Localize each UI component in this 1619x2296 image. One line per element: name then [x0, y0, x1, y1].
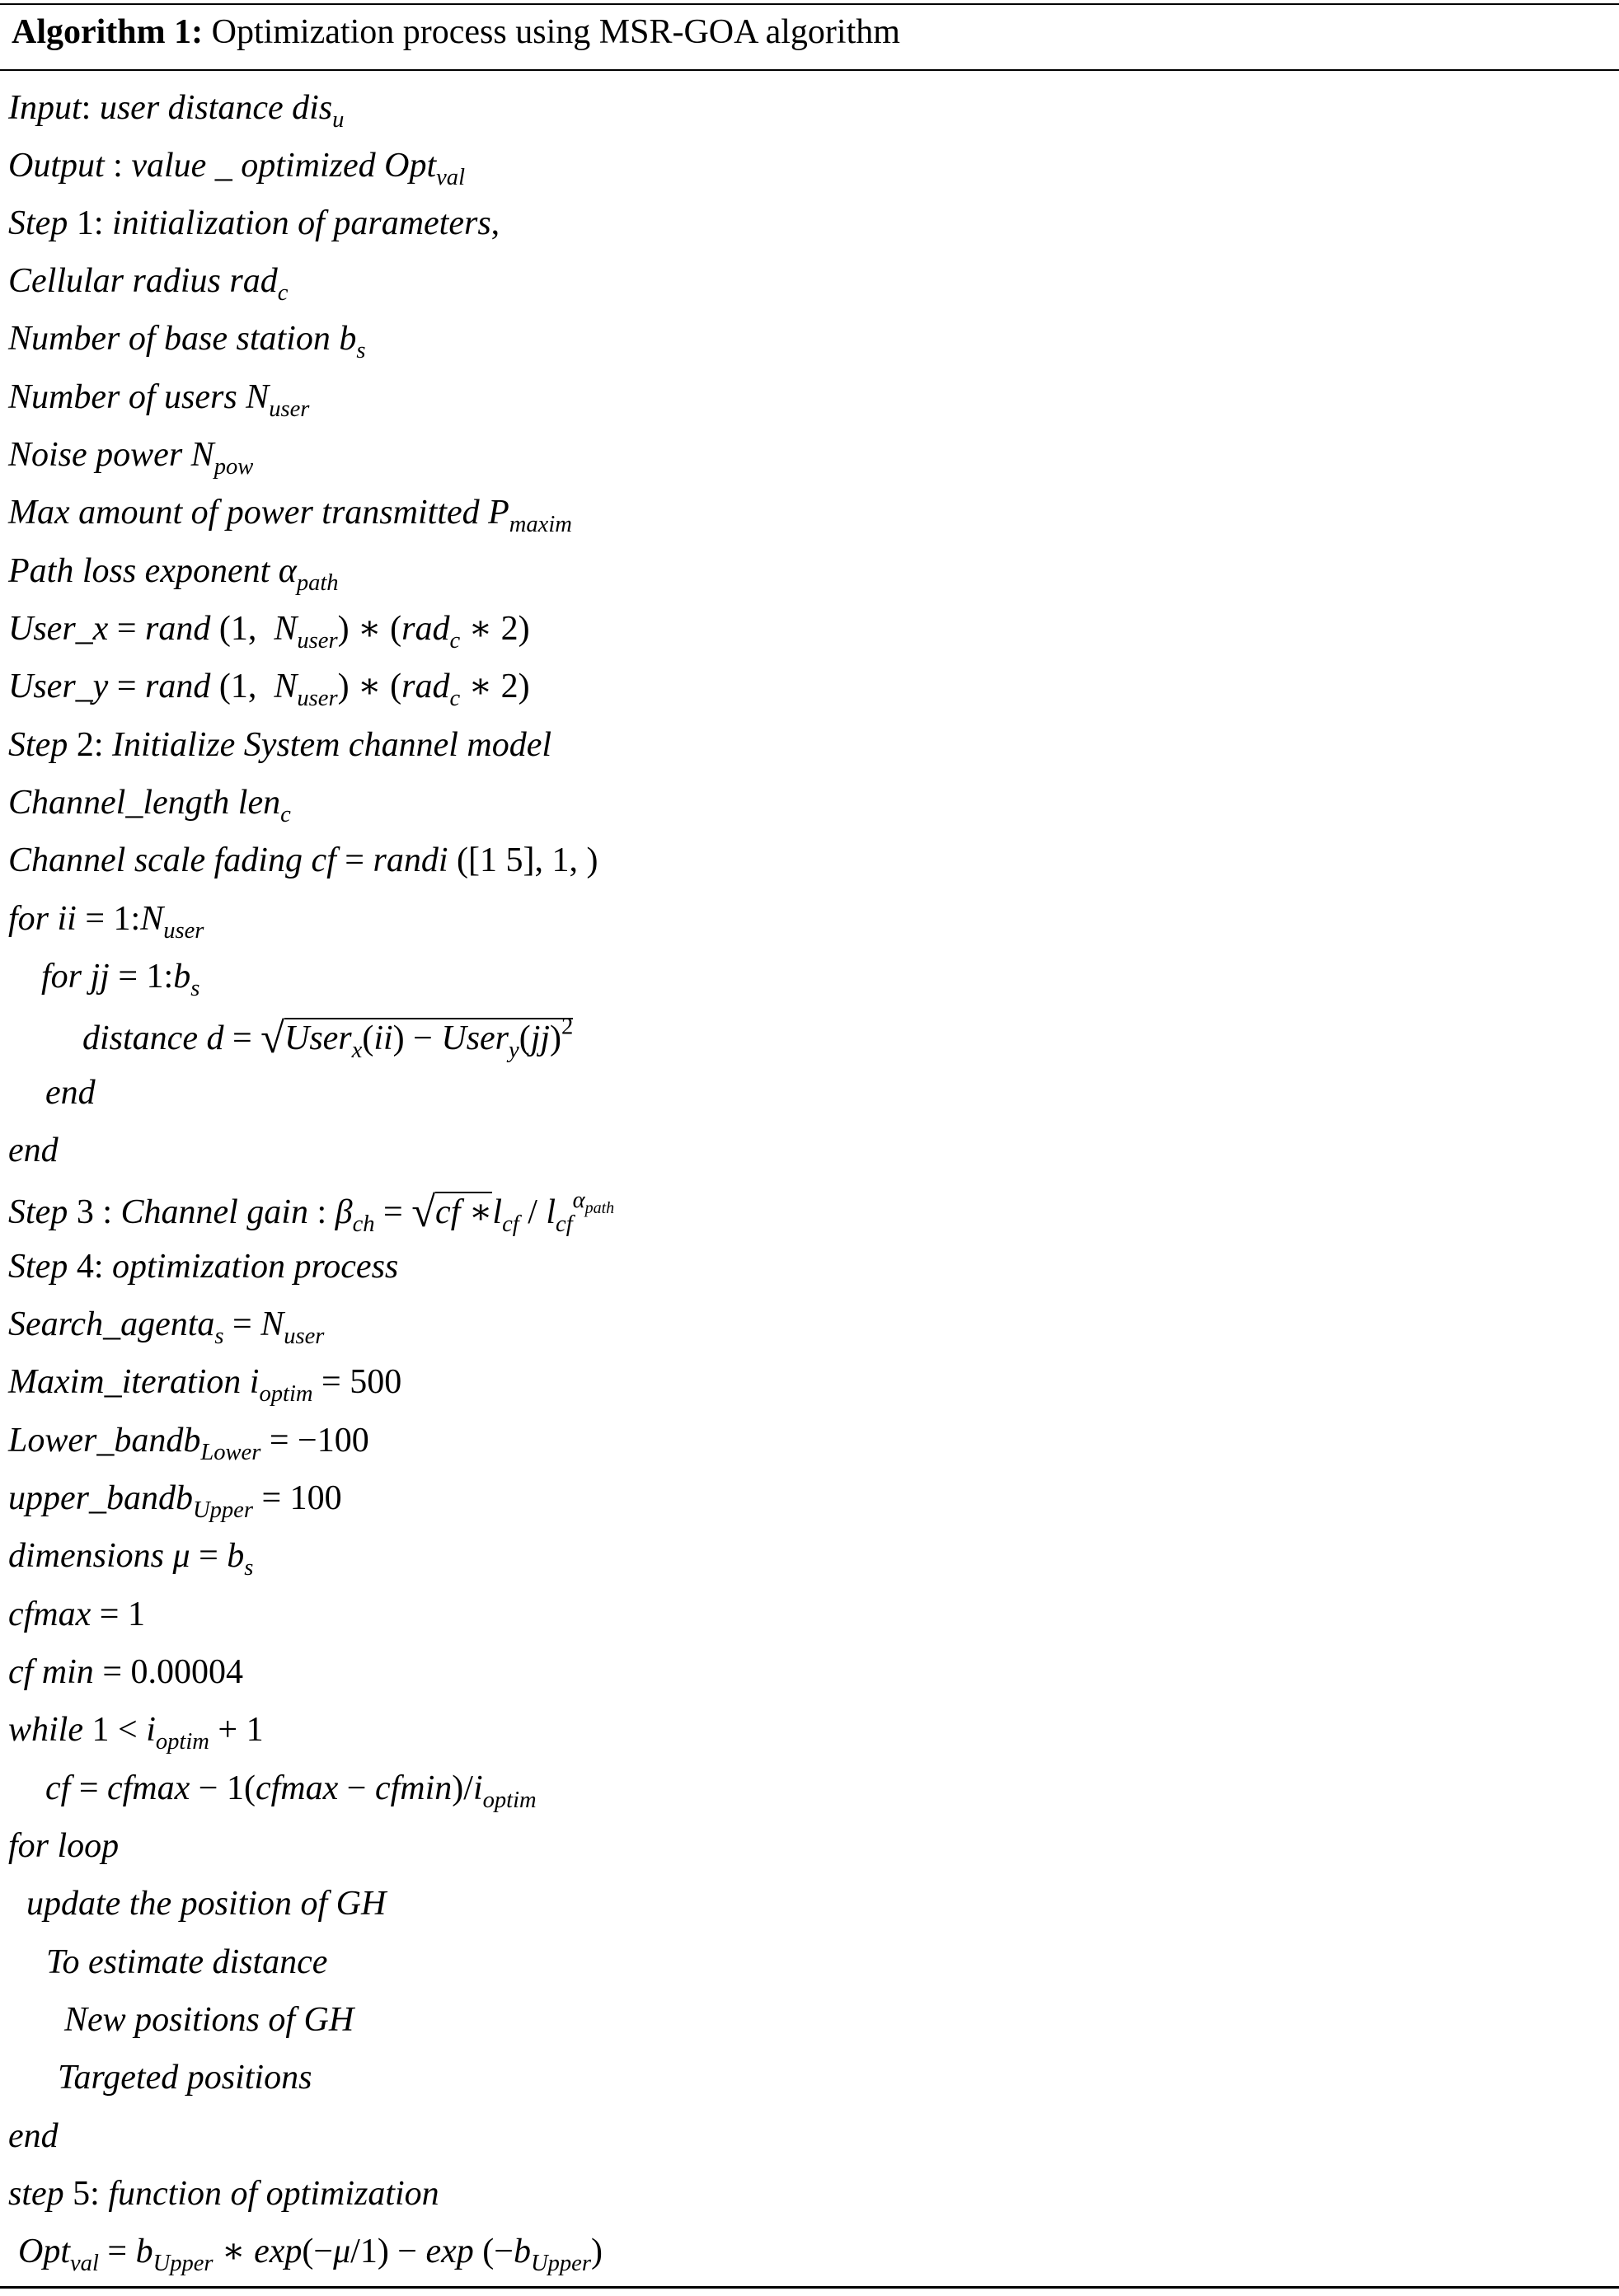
algo-line-estimate-distance: To estimate distance: [46, 1943, 328, 1981]
algo-line-upper-band: upper_bandb$_{Upper}$ = 100: [8, 1479, 342, 1523]
algo-line-channel-fading: Channel scale fading cf = randi ([1 5], 1, ): [8, 841, 598, 879]
algo-line-step2: Step 2: Initialize System channel model: [8, 726, 552, 764]
algo-line-max-power: Max amount of power transmitted $P_{maxim}$: [8, 494, 572, 537]
algo-line-path-loss: Path loss exponent $\alpha_{path}$: [8, 552, 339, 596]
algo-line-for-loop: for loop: [8, 1827, 120, 1865]
algorithm-caption: [12, 12, 900, 53]
algo-line-for-jj: for jj = $1:b_s$: [41, 958, 200, 1001]
algo-line-end-inner: end: [45, 1074, 96, 1112]
algo-line-channel-length: Channel_length len$_c$: [8, 784, 291, 827]
algo-line-cfmax: cfmax = 1: [8, 1595, 145, 1633]
algo-line-end-outer: end: [8, 1132, 59, 1169]
algo-line-for-ii: for ii = $1:N_{user}$: [8, 900, 204, 944]
algo-line-step5: step 5: function of optimization: [8, 2175, 439, 2213]
algo-line-max-iteration: Maxim_iteration $i_{optim} = 500$: [8, 1363, 402, 1407]
algo-line-distance: distance d = √User$_x$(ii) − User$_y$(jj)$^2$: [82, 1014, 574, 1063]
algo-line-cfmin: cf min = 0.00004: [8, 1653, 243, 1691]
algo-line-step3: Step 3 : Channel gain : $\beta_{ch} = √cf$ $∗l_{cf} / l_{cf}^{\alpha_{path}}$: [8, 1188, 615, 1237]
bottom-rule: [0, 2286, 1619, 2289]
algo-line-search-agents: Search_agenta$_s$ = $N_{user}$: [8, 1305, 325, 1349]
algo-line-step1: Step 1: initialization of parameters,: [8, 204, 500, 242]
algo-line-targeted-positions: Targeted positions: [58, 2059, 312, 2097]
algo-line-input: Input: user distance dis$_u$: [8, 89, 345, 133]
algorithm-label: Algorithm 1:: [12, 13, 204, 51]
algo-line-end-final: end: [8, 2117, 59, 2155]
algo-line-noise-power: Noise power $N_{pow}$: [8, 436, 254, 480]
algo-line-cell-radius: Cellular radius rad$_c$: [8, 262, 289, 306]
algo-line-step4: Step 4: optimization process: [8, 1248, 399, 1286]
top-rule: [0, 3, 1619, 5]
algo-line-user-y: User_y = rand (1, $N_{user}$) ∗ (rad$_c$ ∗ 2): [8, 668, 530, 711]
algo-line-user-x: User_x = rand (1, $N_{user}$) ∗ (rad$_c$ ∗ 2): [8, 610, 530, 654]
caption-rule: [0, 69, 1619, 71]
algo-line-num-users: Number of users $N_{user}$: [8, 378, 310, 422]
algo-line-new-positions: New positions of GH: [64, 2001, 354, 2039]
algo-line-output: Output : value _ optimized Opt$_{val}$: [8, 147, 466, 190]
algo-line-cf-update: cf = $cfmax - 1(cfmax - cfmin)/i_{optim}$: [45, 1769, 537, 1813]
algo-line-while: while $1 < i_{optim} + 1$: [8, 1711, 264, 1755]
algo-line-base-station: Number of base station $b_s$: [8, 320, 366, 363]
algorithm-title: Optimization process using MSR-GOA algorithm: [203, 13, 900, 51]
algo-line-update-gh: update the position of GH: [26, 1885, 387, 1923]
algo-line-lower-band: Lower_bandb$_{Lower}$ = −100: [8, 1422, 369, 1465]
algo-line-dimensions: dimensions $\mu = b_s$: [8, 1537, 254, 1581]
algo-line-opt-val: $Opt_{val} = b_{Upper}$ ∗ $\exp(-\mu/1) - \exp (-b_{Upper})$: [18, 2233, 603, 2276]
